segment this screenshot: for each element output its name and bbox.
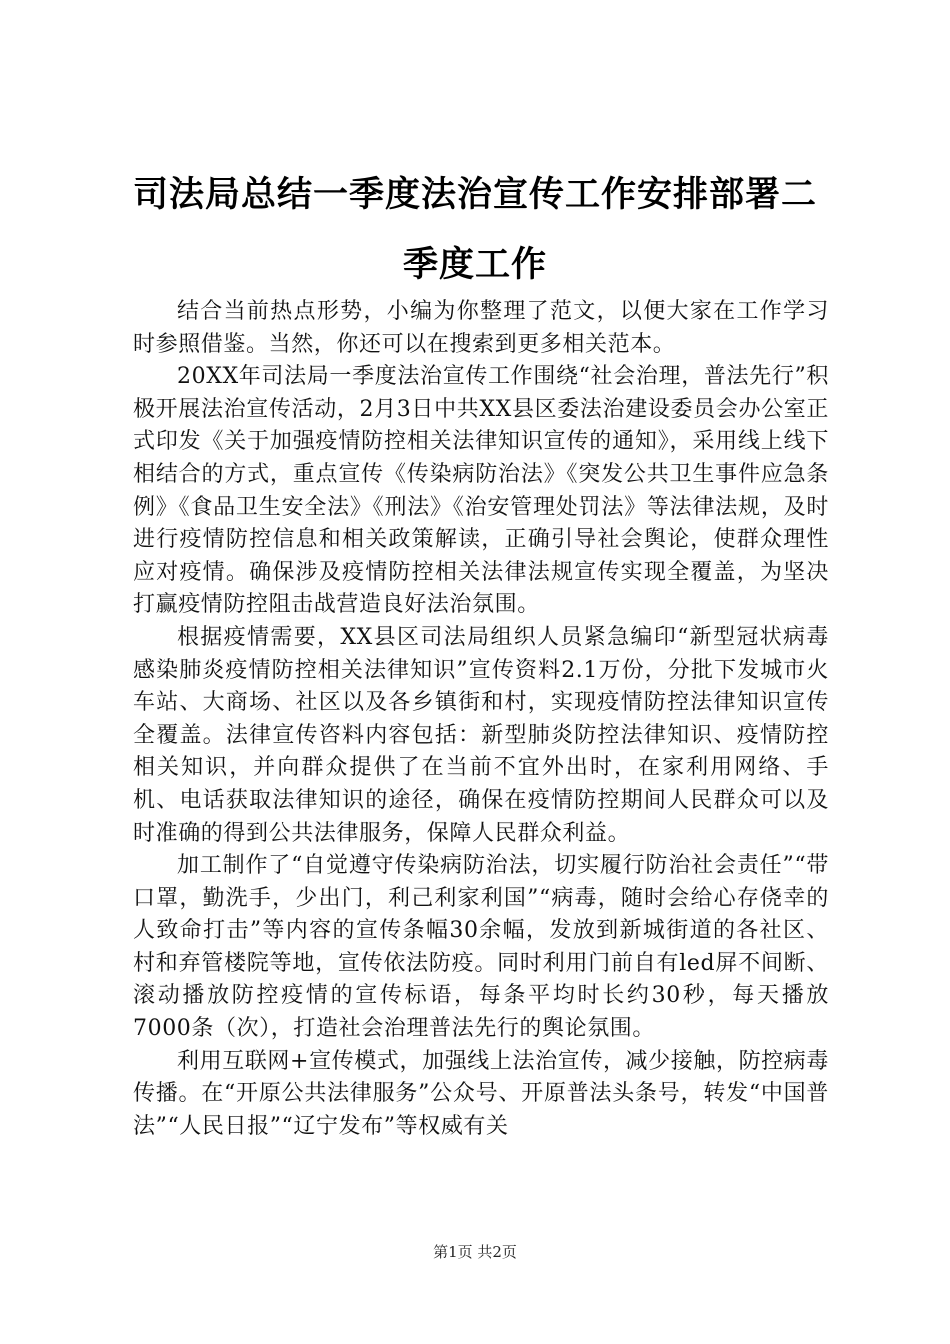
paragraph-overview: 20XX年司法局一季度法治宣传工作围绕“社会治理，普法先行”积极开展法治宣传活动，2月3日中共XX县区委法治建设委员会办公室正式印发《关于加强疫情防控相关法律知识宣传的通知》，采用线上线下相结合的方式，重点宣传《传染病防治法》《突发公共卫生事件应急条例》《食品卫生安全法》《刑法》《治安管理处罚法》等法律法规，及时进行疫情防控信息和相关政策解读，正确引导社会舆论，使群众理性应对疫情。确保涉及疫情防控相关法律法规宣传实现全覆盖，为坚决打赢疫情防控阻击战营造良好法治氛围。 xyxy=(133,364,829,618)
paragraph-intro: 结合当前热点形势，小编为你整理了范文，以便大家在工作学习时参照借鉴。当然，你还可以在搜索到更多相关范本。 xyxy=(133,299,829,357)
paragraph-materials: 根据疫情需要，XX县区司法局组织人员紧急编印“新型冠状病毒感染肺炎疫情防控相关法律知识”宣传资料2.1万份，分批下发城市火车站、大商场、社区以及各乡镇街和村，实现疫情防控法律知识宣传全覆盖。法律宣传咨料内容包括：新型肺炎防控法律知识、疫情防控相关知识，并向群众提供了在当前不宜外出时，在家利用网络、手机、电话获取法律知识的途径，确保在疫情防控期间人民群众可以及时准确的得到公共法律服务，保障人民群众利益。 xyxy=(133,624,829,846)
paragraph-banners: 加工制作了“自觉遵守传染病防治法，切实履行防治社会责任”“带口罩，勤洗手，少出门，利己利家利国”“病毒，随时会给心存侥幸的人致命打击”等内容的宣传条幅30余幅，发放到新城街道的各社区、村和弃管楼院等地，宣传依法防疫。同时利用门前自有led屏不间断、滚动播放防控疫情的宣传标语，每条平均时长约30秒，每天播放7000条（次），打造社会治理普法先行的舆论氛围。 xyxy=(133,853,829,1042)
document-title: 司法局总结一季度法治宣传工作安排部署二季度工作 xyxy=(132,174,817,285)
paragraph-online: 利用互联网+宣传模式，加强线上法治宣传，减少接触，防控病毒传播。在“开原公共法律服务”公众号、开原普法头条号，转发“中国普法”“人民日报”“辽宁发布”等权威有关 xyxy=(133,1048,829,1139)
page-number-footer: 第1页 共2页 xyxy=(433,1243,517,1261)
document-body xyxy=(133,296,829,1143)
